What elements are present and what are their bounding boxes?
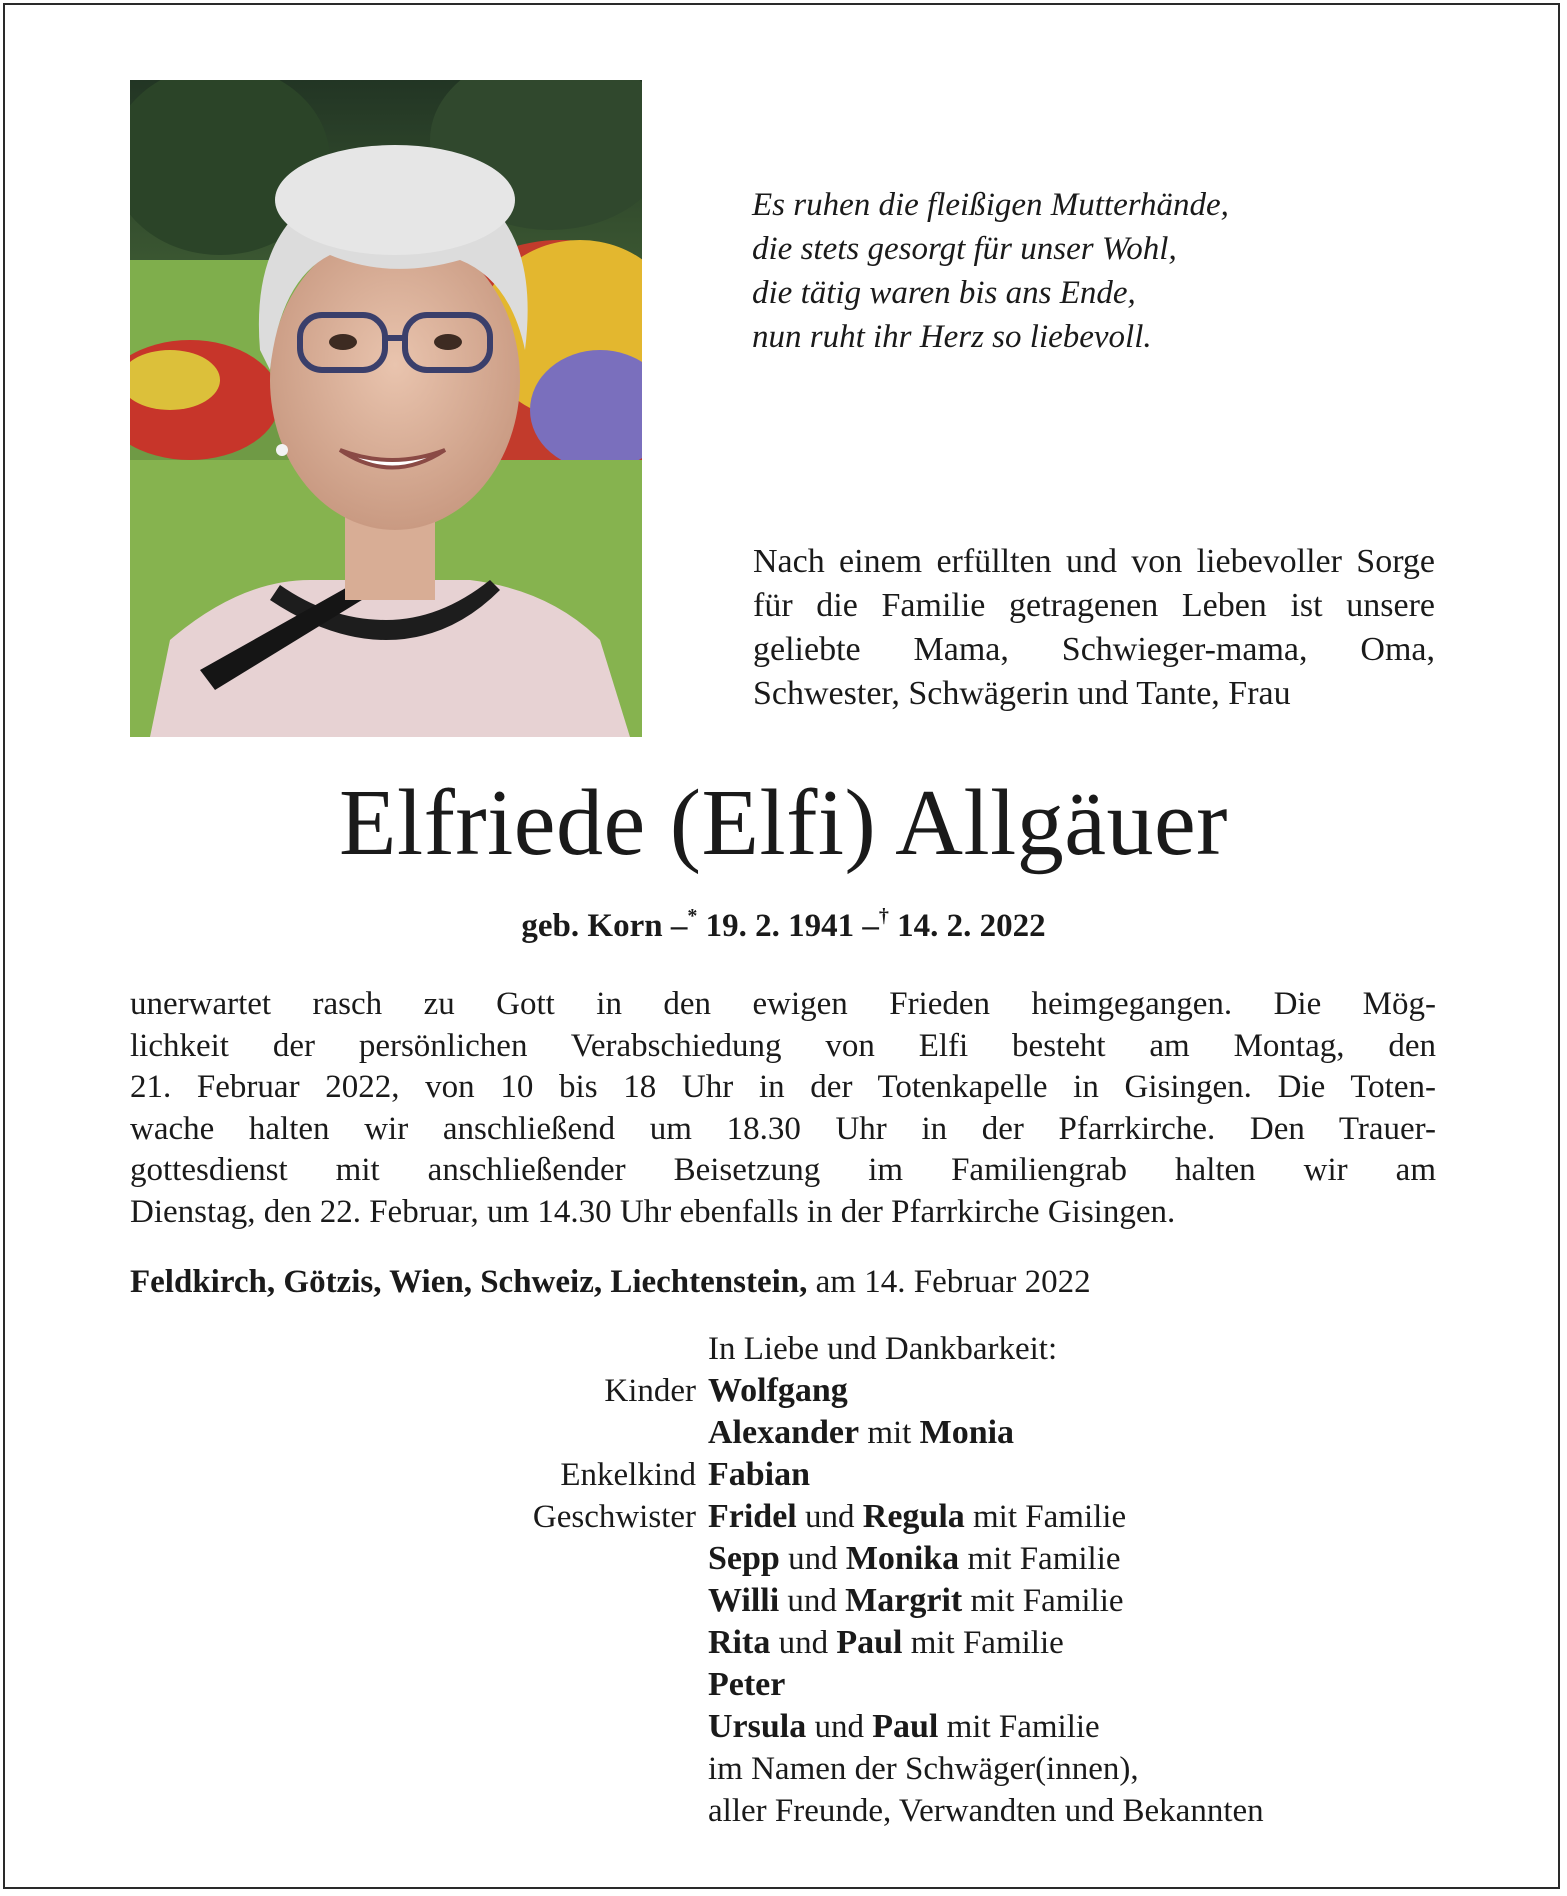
poem-line: Es ruhen die fleißigen Mutterhände, [752, 187, 1229, 223]
announcement-line: lichkeit der persönlichen Verabschiedung von Elfi besteht am Montag, den [130, 1027, 1436, 1064]
mourner-row [130, 1748, 1436, 1790]
mourners-list [130, 1328, 1436, 1832]
mourner-name: Rita [708, 1624, 771, 1661]
mourner-row [130, 1496, 1436, 1538]
mourner-names [708, 1580, 1124, 1622]
mourner-row [130, 1412, 1436, 1454]
mourner-connector: und [770, 1625, 837, 1661]
mourner-name: Alexander [708, 1414, 860, 1451]
mourner-name: Peter [708, 1666, 786, 1703]
mourner-relation: Kinder [604, 1373, 696, 1409]
announcement-line: unerwartet rasch zu Gott in den ewigen Frieden heimgegangen. Die Mög- [130, 986, 1436, 1022]
intro-text: Nach einem erfüllten und von liebevoller Sorge für die Familie getragenen Leben ist unsere geliebte Mama, Schwieger-mama, Oma, Schwester, Schwägerin und Tante, Frau [753, 543, 1435, 712]
mourners-intro: In Liebe und Dankbarkeit: [708, 1331, 1058, 1367]
notice-date: am 14. Februar 2022 [815, 1264, 1091, 1300]
portrait-photo [130, 80, 642, 737]
mourner-names [708, 1370, 848, 1412]
announcement-line: gottesdienst mit anschließender Beisetzung im Familiengrab halten wir am [130, 1152, 1436, 1188]
place-and-date [130, 1260, 1436, 1304]
mourner-name: Regula [862, 1498, 965, 1535]
born-name: geb. Korn – [521, 908, 688, 944]
announcement-line: 21. Februar 2022, von 10 bis 18 Uhr in der Totenkapelle in Gisingen. Die Toten- [130, 1069, 1436, 1105]
mourner-names [708, 1706, 1100, 1748]
mourners-intro-row [130, 1328, 1436, 1370]
mourner-connector: mit Familie [964, 1499, 1127, 1535]
mourner-connector: mit Familie [959, 1541, 1121, 1577]
poem-line: die tätig waren bis ans Ende, [752, 275, 1136, 311]
mourner-row [130, 1790, 1436, 1832]
mourner-names [708, 1664, 785, 1706]
mourner-names [708, 1454, 810, 1496]
mourner-row [130, 1706, 1436, 1748]
announcement-line: wache halten wir anschließend um 18.30 Uhr in der Pfarrkirche. Den Trauer- [130, 1110, 1436, 1147]
mourner-row [130, 1454, 1436, 1496]
mourner-name: Monika [845, 1540, 960, 1577]
mourner-row [130, 1538, 1436, 1580]
mourner-connector: mit [859, 1415, 920, 1451]
mourner-name: Paul [872, 1708, 939, 1745]
mourner-name: Wolfgang [708, 1372, 848, 1409]
mourner-names [708, 1412, 1014, 1454]
announcement-line: Dienstag, den 22. Februar, um 14.30 Uhr ebenfalls in der Pfarrkirche Gisingen. [130, 1193, 1176, 1230]
mourner-connector: und [796, 1499, 863, 1535]
life-dates [0, 904, 1567, 948]
mourner-connector: im Namen der Schwäger(innen), [708, 1751, 1139, 1787]
mourner-name: Willi [708, 1582, 780, 1619]
mourner-name: Sepp [708, 1540, 780, 1577]
poem [752, 183, 1452, 359]
mourner-row [130, 1622, 1436, 1664]
mourner-relation [130, 1664, 708, 1706]
death-date: 14. 2. 2022 [897, 908, 1046, 944]
mourner-relation [130, 1706, 708, 1748]
mourner-relation [130, 1748, 708, 1790]
mourner-name: Fabian [708, 1456, 811, 1493]
mourner-connector: und [779, 1541, 846, 1577]
mourner-name: Fridel [708, 1498, 797, 1535]
mourner-relation: Geschwister [532, 1499, 696, 1535]
mourner-name: Monia [919, 1414, 1015, 1451]
mourner-name: Margrit [845, 1582, 963, 1619]
mourner-row [130, 1664, 1436, 1706]
mourner-connector: aller Freunde, Verwandten und Bekannten [708, 1793, 1264, 1829]
announcement-text [130, 984, 1436, 1233]
mourner-names [708, 1748, 1139, 1790]
mourner-names [708, 1496, 1126, 1538]
mourner-relation [130, 1412, 708, 1454]
mourner-relation [130, 1790, 708, 1832]
mourner-relation [130, 1622, 708, 1664]
poem-line: nun ruht ihr Herz so liebevoll. [752, 319, 1152, 355]
mourner-name: Ursula [708, 1708, 807, 1745]
mourner-relation [130, 1538, 708, 1580]
mourner-relation: Enkelkind [560, 1457, 696, 1493]
mourner-names [708, 1790, 1264, 1832]
mourner-row [130, 1370, 1436, 1412]
mourner-connector: mit Familie [962, 1583, 1124, 1619]
mourner-name: Paul [836, 1624, 903, 1661]
mourner-connector: mit Familie [938, 1709, 1100, 1745]
mourner-row [130, 1580, 1436, 1622]
death-symbol: † [878, 905, 889, 927]
mourner-connector: und [806, 1709, 873, 1745]
mourner-names [708, 1538, 1121, 1580]
deceased-name: Elfriede (Elfi) Allgäuer [339, 771, 1228, 875]
birth-symbol: * [687, 905, 698, 927]
mourner-connector: und [779, 1583, 846, 1619]
poem-line: die stets gesorgt für unser Wohl, [752, 231, 1177, 267]
birth-date: 19. 2. 1941 – [705, 908, 879, 944]
mourner-relation [130, 1580, 708, 1622]
places: Feldkirch, Götzis, Wien, Schweiz, Liechtenstein, [130, 1264, 808, 1300]
mourner-names [708, 1622, 1064, 1664]
mourner-connector: mit Familie [902, 1625, 1064, 1661]
